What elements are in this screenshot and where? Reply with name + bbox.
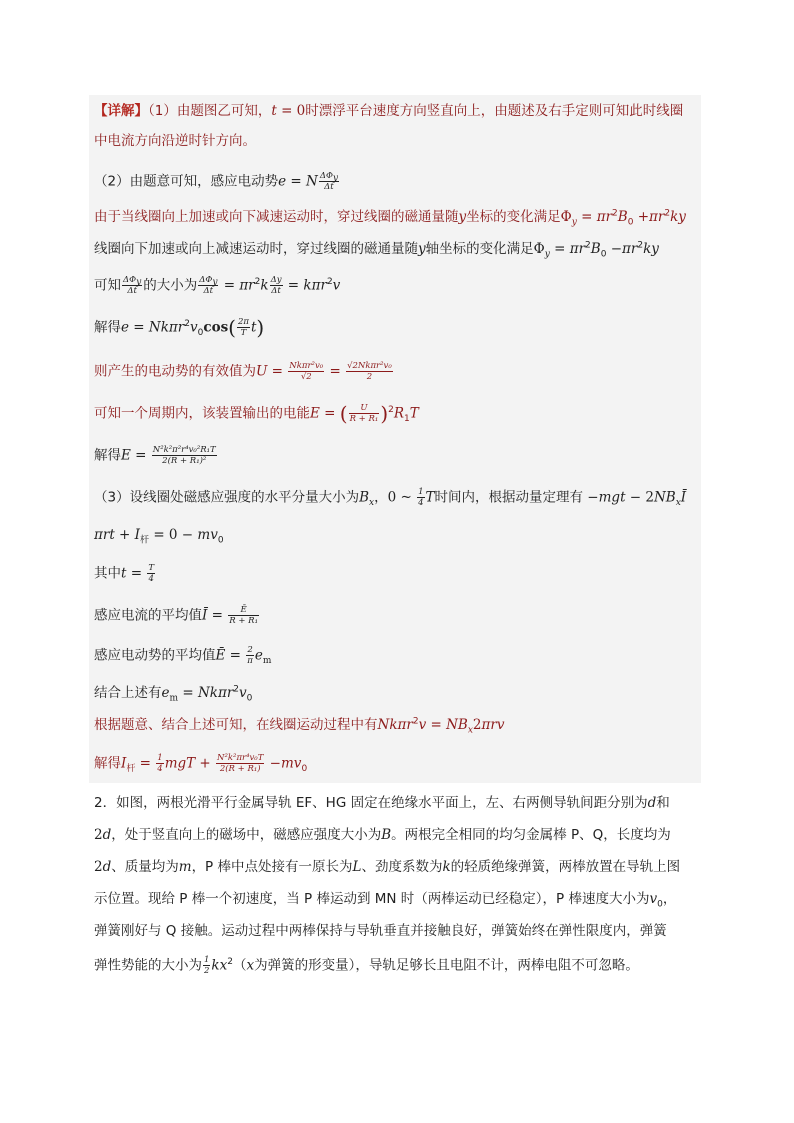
question-line-4: 示位置。现给 P 棒一个初速度，当 P 棒运动到 MN 时（两棒运动已经稳定），P 棒速度大小为$v_0$，: [94, 891, 677, 910]
solution-line-3: （2）由题意可知，感应电动势e = N $\frac{\Delta\Phi_y}{\Delta t}$: [94, 171, 339, 192]
question-line-2: 2d，处于竖直向上的磁场中，磁感应强度大小为B。两根完全相同的均匀金属棒 P、Q，长度均为: [94, 827, 671, 843]
solution-line-16: 结合上述有$e_m = Nk\pi r^2v_0$: [94, 684, 253, 704]
question-line-3: 2d、质量均为m，P 棒中点处接有一原长为L、劲度系数为k的轻质绝缘弹簧，两棒放置在导轨上图: [94, 859, 681, 875]
solution-line-1: 【详解】（1）由题图乙可知，t = 0时漂浮平台速度方向竖直向上，由题述及右手定则可知此时线圈: [94, 103, 684, 119]
question-line-6: 弹性势能的大小为 $\frac{1}{2}$ $kx^2(x$为弹簧的形变量），导轨足够长且电阻不计，两棒电阻不可忽略。: [94, 955, 639, 976]
solution-line-7: 解得$e = Nk\pi r^2v_0\cos$( $\frac{2\pi}{T}$ t): [94, 315, 265, 340]
solution-line-18: 解得$I_杆$ = $\frac{1}{4}$ mgT + $\frac{\text{N²k²πr⁴v₀T}}{\text{2(R + R₁)}}$ $-mv_0$: [94, 753, 308, 775]
solution-line-11: （3）设线圈处磁感应强度的水平分量大小为$B_x$，0 ~ $\frac{1}{4}$ T时间内，根据动量定理有 $-mgt - 2NB_xĪ$: [94, 487, 687, 509]
solution-line-17: 根据题意、结合上述可知，在线圈运动过程中有$Nk\pi r^2v = NB_x2\pi rv$: [94, 716, 505, 736]
solution-line-13: 其中t = $\frac{T}{4}$: [94, 563, 155, 584]
solution-line-2: 中电流方向沿逆时针方向。: [94, 133, 256, 149]
solution-line-12: $\pi rt + I_杆 = 0 - mv_0$: [94, 527, 224, 546]
question-line-1: 2．如图，两根光滑平行金属导轨 EF、HG 固定在绝缘水平面上，左、右两侧导轨间距分别为d和: [94, 795, 670, 811]
solution-line-9: 可知一个周期内，该装置输出的电能E = ( $\frac{U}{\text{R + R₁}}$ )$^2R_1T$: [94, 401, 419, 426]
solution-line-15: 感应电动势的平均值Ē = $\frac{2}{\pi}$ $e_m$: [94, 645, 272, 667]
solution-line-4: 由于当线圈向上加速或向下减速运动时，穿过线圈的磁通量随y坐标的变化满足$\Phi_y = \pi r^2B_0 +\pi r^2ky$: [94, 208, 686, 228]
solution-line-5: 线圈向下加速或向上减速运动时，穿过线圈的磁通量随y轴坐标的变化满足$\Phi_y = \pi r^2B_0 -\pi r^2ky$: [94, 240, 659, 260]
question-line-5: 弹簧刚好与 Q 接触。运动过程中两棒保持与导轨垂直并接触良好，弹簧始终在弹性限度内，弹簧: [94, 923, 667, 939]
solution-panel: [89, 95, 701, 783]
solution-line-8: 则产生的电动势的有效值为U = $\frac{\text{Nkπr²v₀}}{√2}$ = $\frac{\text{√2Nkπr²v₀}}{2}$: [94, 361, 392, 382]
solution-line-10: 解得E = $\frac{\text{N²k²π²r⁴v₀²R₁T}}{\text{2(R + R₁)²}}$: [94, 445, 216, 466]
solution-line-6: 可知 $\frac{\Delta\Phi_y}{\Delta t}$ 的大小为 $\frac{\Delta\Phi_y}{\Delta t}$ = $\pi r^2k$ $\frac{\Delta y}{\Delta t}$ = kπr$^2$v: [94, 275, 341, 296]
detail-tag: 【详解】: [94, 103, 148, 119]
solution-line-14: 感应电流的平均值Ī = $\frac{Ē}{\text{R + R₁}}$: [94, 605, 258, 626]
